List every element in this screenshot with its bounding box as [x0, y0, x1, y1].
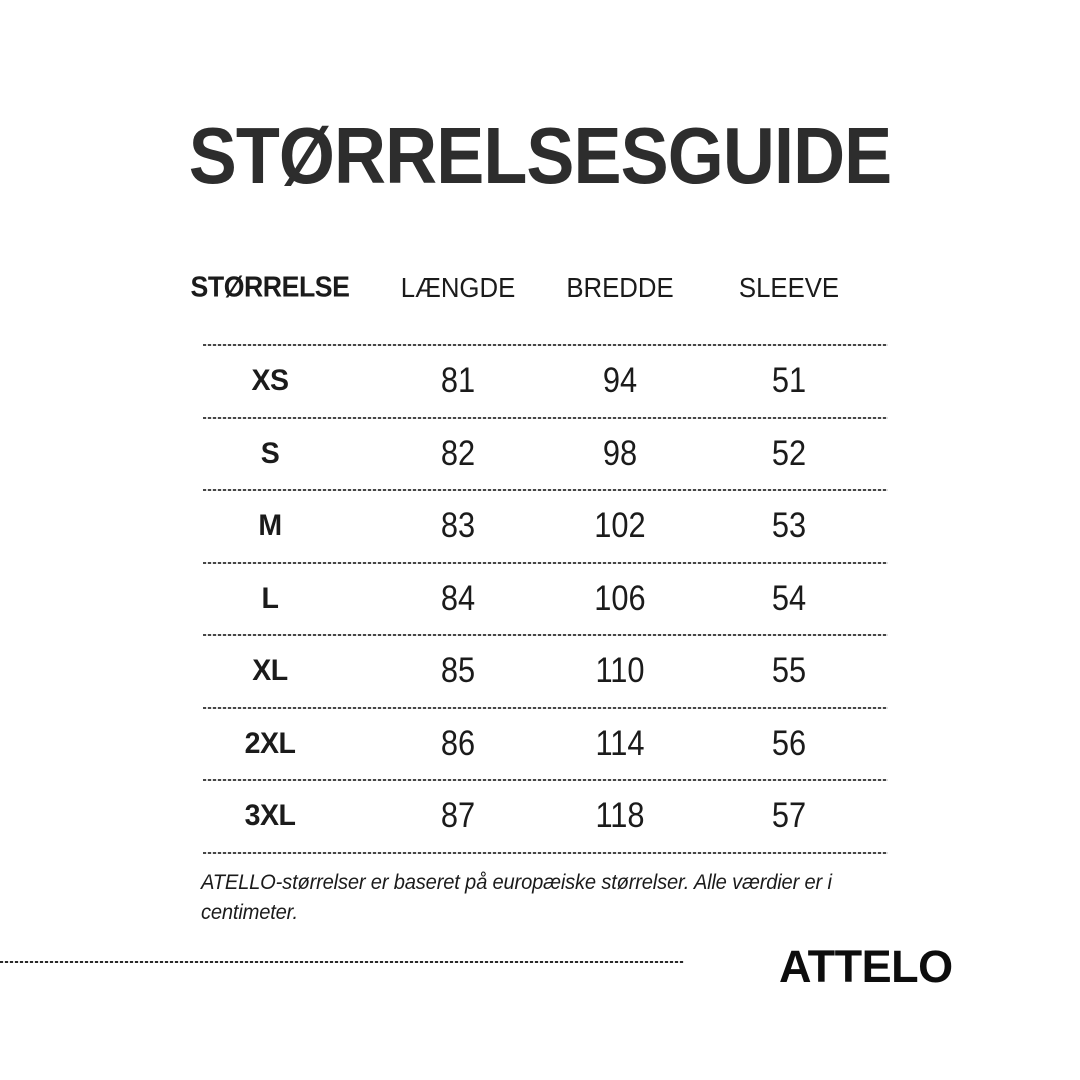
- size-cell: L: [261, 581, 279, 615]
- brand-logo: ATTELO: [779, 941, 953, 992]
- size-table-header-row: [190, 262, 888, 314]
- table-row: [203, 491, 888, 562]
- sleeve-value-cell: 57: [771, 796, 807, 836]
- bredde-value-cell: 98: [602, 433, 638, 473]
- bredde-value-cell: 94: [602, 361, 638, 401]
- size-table-body: [203, 344, 888, 854]
- table-row: [203, 781, 888, 852]
- laengde-value-cell: 81: [440, 361, 476, 401]
- bredde-value-cell: 102: [594, 506, 646, 546]
- column-header-sleeve: SLEEVE: [738, 272, 840, 303]
- laengde-value-cell: 83: [440, 506, 476, 546]
- laengde-value-cell: 85: [440, 651, 476, 691]
- table-divider-line: [203, 852, 888, 854]
- laengde-value-cell: 87: [440, 796, 476, 836]
- sleeve-value-cell: 55: [771, 651, 807, 691]
- table-row: [203, 709, 888, 780]
- footnote: ATELLO-størrelser er baseret på europæiske størrelser. Alle værdier er i centimeter.: [201, 871, 832, 924]
- table-row: [203, 419, 888, 490]
- laengde-value-cell: 86: [440, 723, 476, 763]
- column-header-stoerrelse: STØRRELSE: [190, 271, 350, 304]
- laengde-value-cell: 82: [440, 433, 476, 473]
- column-header-laengde: LÆNGDE: [400, 272, 516, 303]
- bredde-value-cell: 114: [595, 723, 645, 763]
- table-row: [203, 636, 888, 707]
- sleeve-value-cell: 52: [771, 433, 807, 473]
- bottom-divider-line: [0, 961, 684, 963]
- size-cell: S: [260, 436, 280, 470]
- size-cell: M: [258, 509, 282, 543]
- bredde-value-cell: 106: [594, 578, 646, 618]
- size-cell: XL: [252, 654, 288, 688]
- page-title: STØRRELSESGUIDE: [188, 111, 892, 200]
- table-row: [203, 346, 888, 417]
- size-cell: XS: [251, 364, 289, 398]
- laengde-value-cell: 84: [440, 578, 476, 618]
- table-row: [203, 564, 888, 635]
- sleeve-value-cell: 56: [771, 723, 807, 763]
- column-header-bredde: BREDDE: [566, 272, 674, 303]
- sleeve-value-cell: 54: [771, 578, 807, 618]
- bredde-value-cell: 118: [595, 796, 645, 836]
- size-cell: 3XL: [244, 799, 296, 833]
- bredde-value-cell: 110: [595, 651, 645, 691]
- size-cell: 2XL: [244, 726, 296, 760]
- sleeve-value-cell: 51: [771, 361, 807, 401]
- sleeve-value-cell: 53: [771, 506, 807, 546]
